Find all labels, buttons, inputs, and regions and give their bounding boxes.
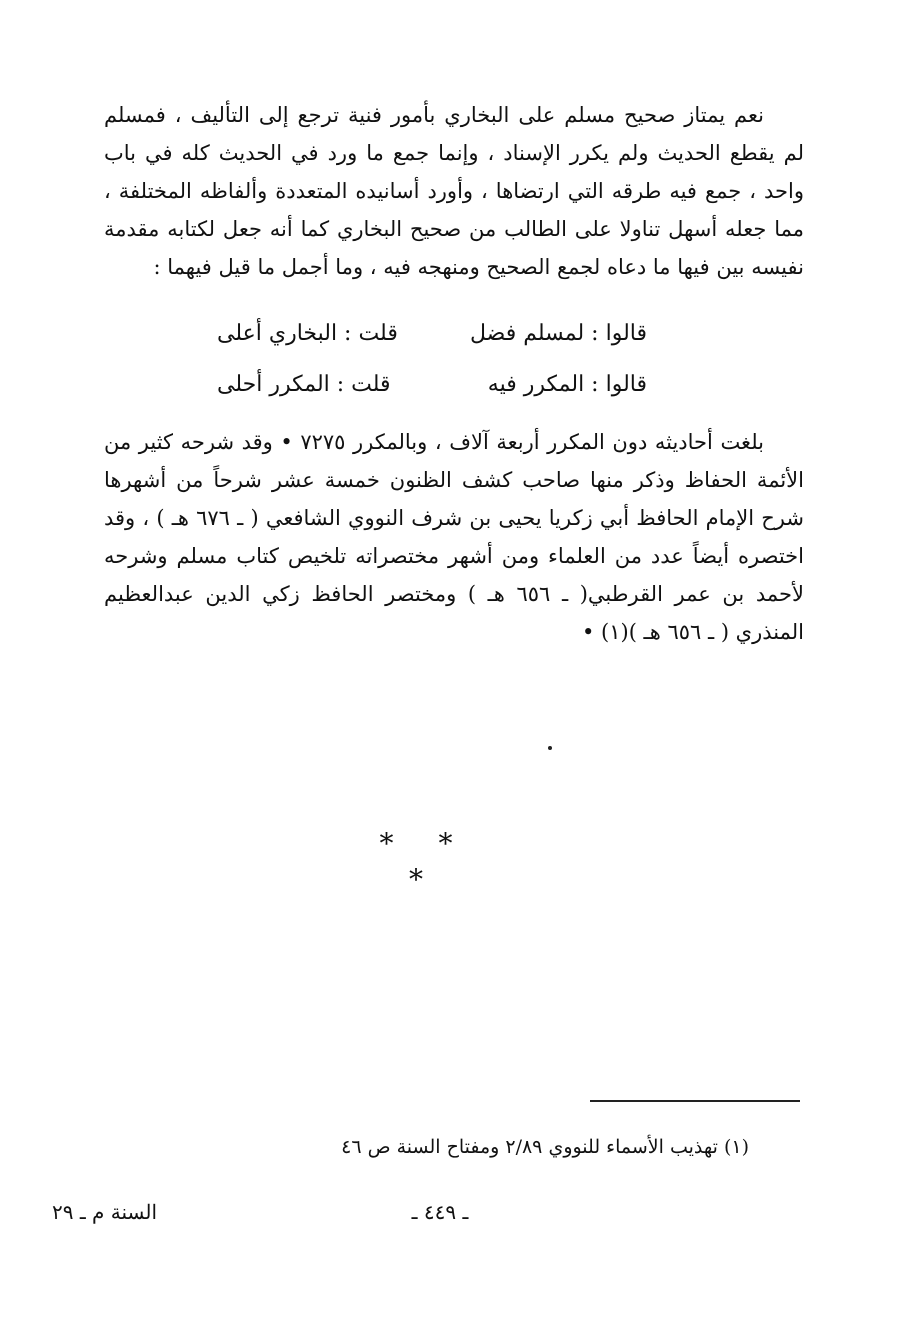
verse-1-second-hemistich: قلت : البخاري أعلى xyxy=(217,321,398,346)
page-number: ـ ٤٤٩ ـ xyxy=(411,1200,469,1224)
paragraph-2-text: بلغت أحاديثه دون المكرر أربعة آلاف ، وبالمكرر ٧٢٧٥ • وقد شرحه كثير من الأئمة الحفاظ وذكر منها صاحب كشف الظنون خمسة عشر شرحاً من أشهرها شرح الإمام الحافظ أبي زكريا يحيى بن شرف النووي الشافعي ( ـ ٦٧٦ هـ ) ، وقد اختصره أيضاً عدد من العلماء ومن أشهر مختصراته تلخيص كتاب مسلم وشرحه لأحمد بن عمر القرطبي( ـ ٦٥٦ هـ ) ومختصر الحافظ زكي الدين عبدالعظيم المنذري ( ـ ٦٥٦ هـ )(١) • xyxy=(104,430,804,644)
verse-2-first-hemistich: قالوا : المكرر فيه xyxy=(487,372,647,397)
paragraph-1-text: نعم يمتاز صحيح مسلم على البخاري بأمور فنية ترجع إلى التأليف ، فمسلم لم يقطع الحديث ولم يكرر الإسناد ، وإنما جمع ما ورد في الحديث كله في باب واحد ، جمع فيه طرقه التي ارتضاها ، وأورد أسانيده المتعددة وألفاظه المختلفة ، مما جعله أسهل تناولا على الطالب من صحيح البخاري كما أنه جعل لكتابه مقدمة نفيسه بين فيها ما دعاه لجمع الصحيح ومنهجه فيه ، وما أجمل ما قيل فيهما : xyxy=(104,103,804,279)
footnote-divider xyxy=(590,1100,800,1102)
main-paragraph-2 xyxy=(104,423,804,651)
section-separator: * * * xyxy=(379,827,471,896)
main-paragraph-1 xyxy=(104,96,804,286)
verse-2-second-hemistich: قلت : المكرر أحلى xyxy=(217,372,391,397)
printer-signature: السنة م ـ ٢٩ xyxy=(52,1200,158,1224)
stray-dot xyxy=(548,746,552,750)
verse-line-2 xyxy=(217,365,647,405)
footnote-1: (١) تهذيب الأسماء للنووي ٢/٨٩ ومفتاح السنة ص ٤٦ xyxy=(341,1136,749,1158)
verse-line-1 xyxy=(217,314,647,354)
verse-1-first-hemistich: قالوا : لمسلم فضل xyxy=(469,321,647,346)
